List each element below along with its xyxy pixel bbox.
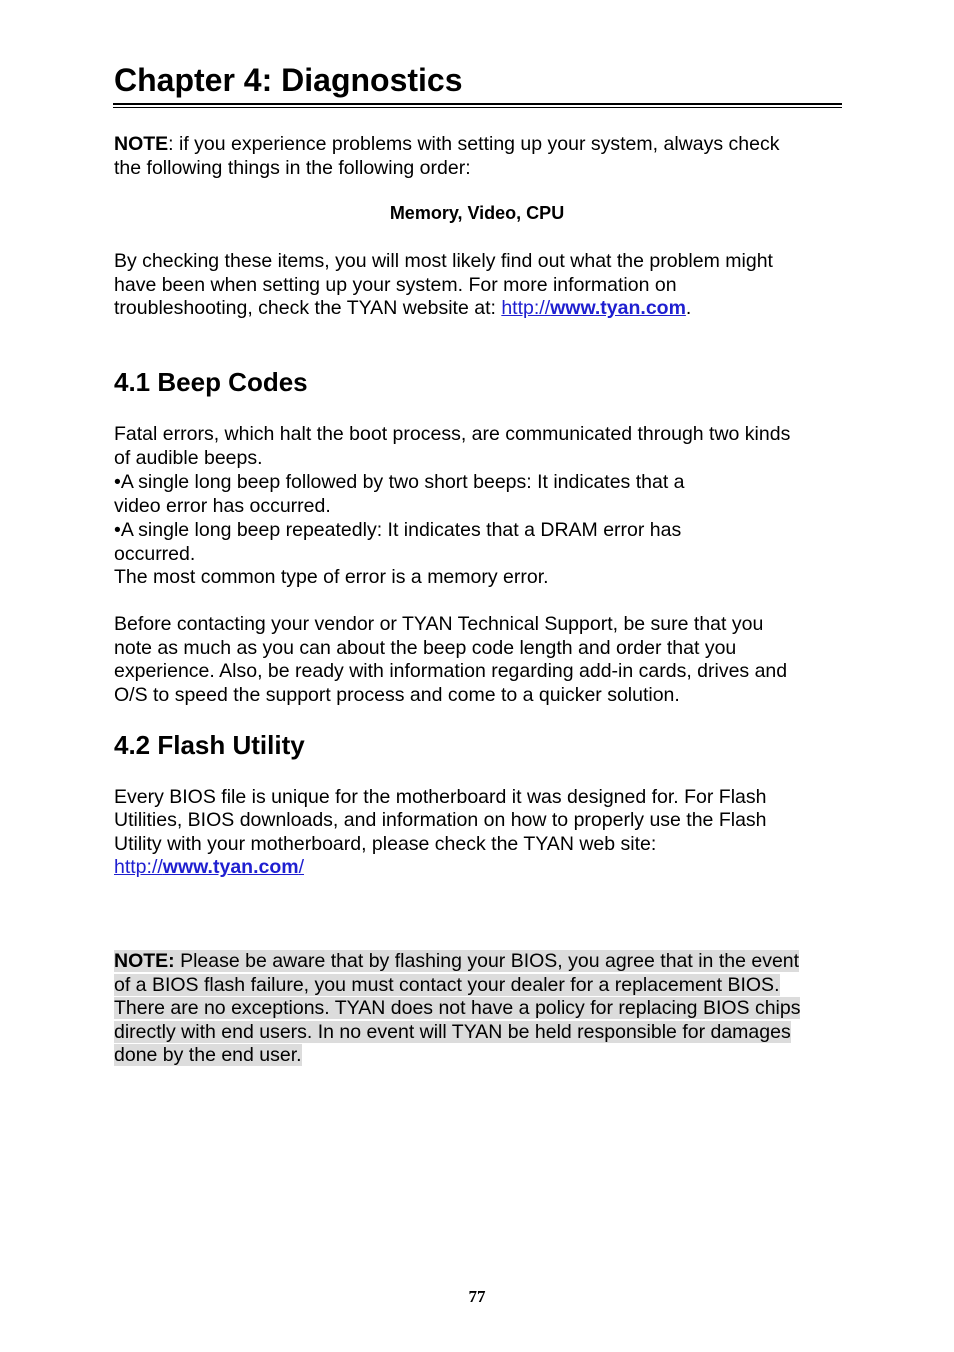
- link-suffix: /: [298, 856, 305, 878]
- warning-label: NOTE:: [114, 950, 175, 972]
- link-prefix: http://: [501, 297, 551, 319]
- intro-p2-line-3-text: troubleshooting, check the TYAN website at:: [114, 297, 502, 319]
- warning-text: done by the end user.: [114, 1044, 302, 1066]
- period: .: [685, 297, 692, 319]
- note-label: NOTE: [114, 133, 169, 155]
- warning-line: [114, 1020, 791, 1044]
- intro-line-1: [114, 132, 779, 156]
- intro-p2-line-3: [114, 296, 691, 320]
- chapter-title: Chapter 4: Diagnostics: [114, 62, 463, 98]
- intro-p2-line-1: By checking these items, you will most likely find out what the problem might: [114, 250, 773, 272]
- title-rule-thick: [113, 103, 842, 105]
- tyan-website-link[interactable]: [501, 297, 686, 319]
- section-heading-beep-codes: 4.1 Beep Codes: [114, 367, 308, 397]
- beep-bullet-1: •A single long beep followed by two short beeps: It indicates that a: [114, 471, 685, 493]
- support-line: Before contacting your vendor or TYAN Technical Support, be sure that you: [114, 613, 764, 635]
- title-rule-thin: [113, 107, 842, 108]
- link-domain: www.tyan.com: [162, 856, 299, 878]
- beep-bullet-2: •A single long beep repeatedly: It indicates that a DRAM error has: [114, 519, 682, 541]
- beep-line: Fatal errors, which halt the boot process, are communicated through two kinds: [114, 423, 791, 445]
- check-order: Memory, Video, CPU: [389, 203, 565, 223]
- beep-line: video error has occurred.: [114, 495, 331, 517]
- warning-highlight: [114, 950, 799, 972]
- warning-text: directly with end users. In no event will TYAN be held responsible for damages: [114, 1021, 791, 1043]
- warning-text: of a BIOS flash failure, you must contact your dealer for a replacement BIOS.: [114, 974, 780, 996]
- flash-line: Utilities, BIOS downloads, and information on how to properly use the Flash: [114, 809, 767, 831]
- intro-line-2: the following things in the following order:: [114, 157, 471, 179]
- flash-line: Every BIOS file is unique for the motherboard it was designed for. For Flash: [114, 786, 767, 808]
- link-prefix: http://: [114, 856, 163, 878]
- warning-line-1: [114, 949, 799, 973]
- flash-line: Utility with your motherboard, please check the TYAN web site:: [114, 833, 657, 855]
- beep-line: The most common type of error is a memory error.: [114, 566, 549, 588]
- flash-link-line: [114, 855, 304, 879]
- section-heading-flash-utility: 4.2 Flash Utility: [114, 730, 305, 760]
- beep-line: of audible beeps.: [114, 447, 263, 469]
- beep-line: occurred.: [114, 543, 196, 565]
- link-domain: www.tyan.com: [550, 297, 686, 319]
- intro-p2-line-2: have been when setting up your system. For more information on: [114, 274, 677, 296]
- warning-line: [114, 996, 800, 1020]
- warning-line: [114, 1043, 302, 1067]
- page-number: 77: [468, 1287, 486, 1306]
- intro-line-1-text: : if you experience problems with setting up your system, always check: [168, 133, 780, 155]
- warning-line-1-text: Please be aware that by flashing your BIOS, you agree that in the event: [174, 950, 800, 972]
- support-line: note as much as you can about the beep code length and order that you: [114, 637, 737, 659]
- warning-line: [114, 973, 780, 997]
- support-line: experience. Also, be ready with information regarding add-in cards, drives and: [114, 660, 788, 682]
- tyan-website-link-2[interactable]: [114, 856, 304, 878]
- warning-text: There are no exceptions. TYAN does not have a policy for replacing BIOS chips: [114, 997, 801, 1019]
- support-line: O/S to speed the support process and come to a quicker solution.: [114, 684, 680, 706]
